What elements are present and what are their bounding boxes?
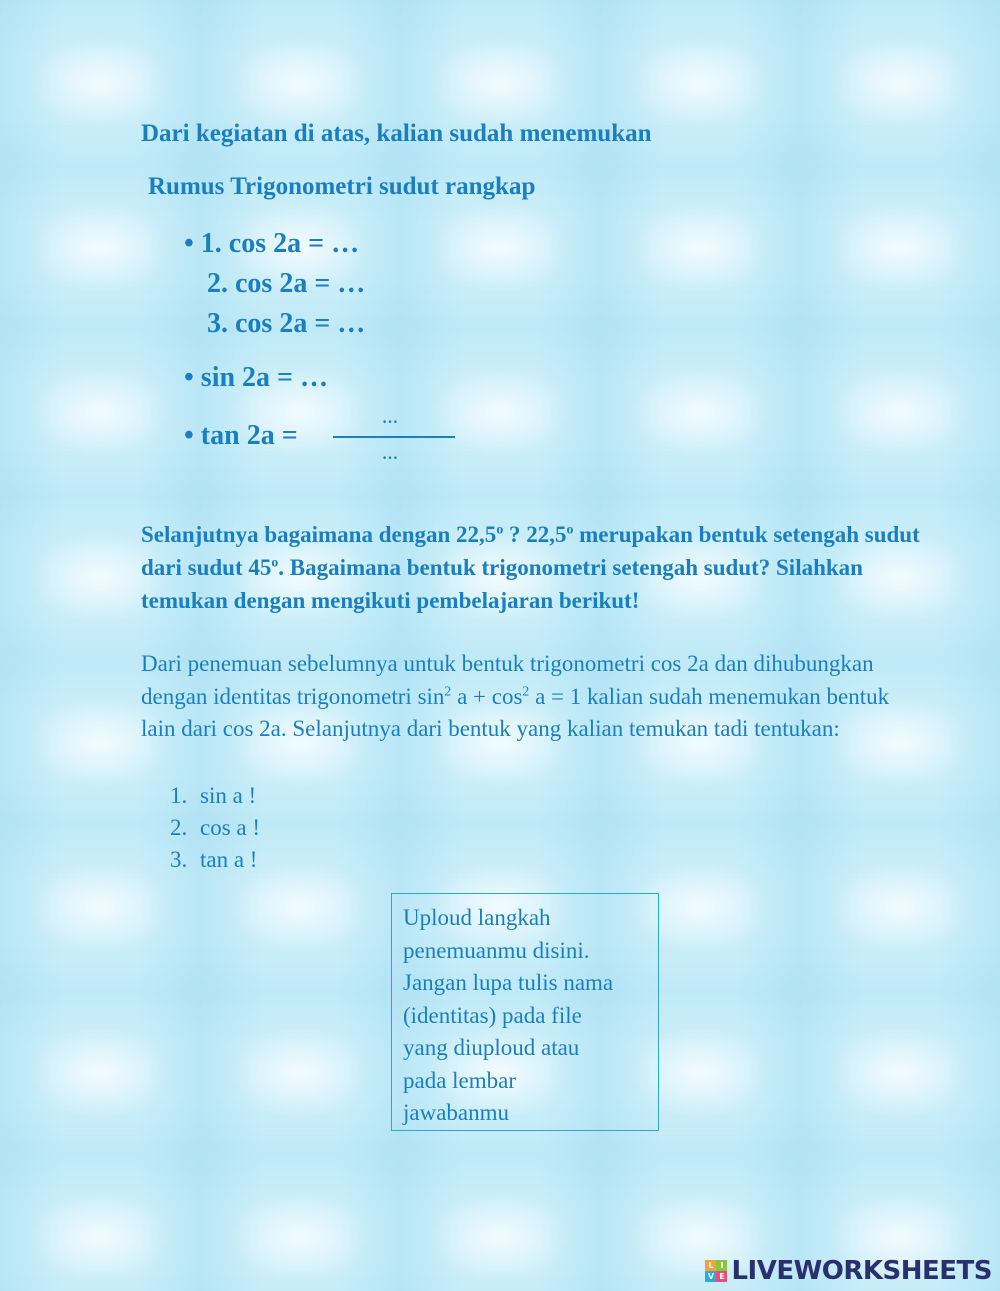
formula-tan: • tan 2a = xyxy=(184,420,298,451)
formula-cos-3: 3. cos 2a = … xyxy=(207,308,366,339)
paragraph-text: Selanjutnya bagaimana dengan 22,5 xyxy=(141,522,497,547)
exponent: 2 xyxy=(444,682,452,698)
instruction-paragraph xyxy=(141,648,921,746)
list-item xyxy=(170,812,260,844)
formula-section-title: Rumus Trigonometri sudut rangkap xyxy=(148,173,536,200)
formula-cos-1: • 1. cos 2a = … xyxy=(184,228,360,259)
paragraph-text: merupakan bentuk setengah sudut dari sudut 45 xyxy=(141,522,920,580)
degree-mark: o xyxy=(271,554,279,570)
degree-mark: o xyxy=(496,521,504,537)
paragraph-text: Dari penemuan sebelumnya untuk bentuk trigonometri cos 2a dan dihubungkan dengan identitas trigonometri sin xyxy=(141,651,874,709)
list-number: 1. xyxy=(170,783,188,808)
upload-box-line: pada lembar xyxy=(403,1067,517,1093)
list-text: cos a ! xyxy=(200,815,261,840)
paragraph-text: a = 1 kalian sudah menemukan bentuk lain dari cos 2a. Selanjutnya dari bentuk yang kalian temukan tadi tentukan: xyxy=(141,683,890,741)
list-item xyxy=(170,844,260,876)
upload-box-line: Jangan lupa tulis nama xyxy=(403,970,614,995)
list-text: sin a ! xyxy=(200,783,257,808)
task-list xyxy=(170,780,260,876)
paragraph-text: ? 22,5 xyxy=(503,522,567,547)
list-number: 3. xyxy=(170,847,188,872)
list-number: 2. xyxy=(170,815,188,840)
list-text: tan a ! xyxy=(200,847,258,872)
paragraph-text: a + cos xyxy=(451,683,523,709)
logo-icon-tile: V xyxy=(705,1271,716,1282)
upload-box-line: yang diuploud atau xyxy=(403,1035,580,1060)
upload-box-line: penemuanmu disini. xyxy=(403,937,590,963)
liveworksheets-logo xyxy=(705,1254,992,1288)
upload-box-line: (identitas) pada file xyxy=(403,1002,582,1028)
upload-box-line: jawabanmu xyxy=(403,1100,510,1125)
intro-heading: Dari kegiatan di atas, kalian sudah menemukan xyxy=(141,120,652,147)
fraction-bar xyxy=(333,436,455,438)
logo-icon-tile: I xyxy=(716,1260,727,1271)
exponent: 2 xyxy=(522,682,530,698)
formula-sin: • sin 2a = … xyxy=(184,362,329,393)
tan-denominator: … xyxy=(382,446,398,463)
logo-icon-tile: L xyxy=(705,1260,716,1271)
list-item xyxy=(170,780,260,812)
upload-box[interactable] xyxy=(391,893,659,1131)
degree-mark: o xyxy=(566,521,574,537)
upload-box-line: Uploud langkah xyxy=(403,905,551,930)
logo-icon-tile: E xyxy=(716,1271,727,1282)
logo-text: LIVEWORKSHEETS xyxy=(731,1256,992,1286)
logo-icon xyxy=(705,1260,727,1282)
tan-numerator: … xyxy=(382,410,398,427)
formula-cos-2: 2. cos 2a = … xyxy=(207,268,366,299)
paragraph-text: . Bagaimana bentuk trigonometri setengah sudut? Silahkan temukan dengan mengikuti pembelajaran berikut! xyxy=(141,555,863,613)
half-angle-intro-paragraph xyxy=(141,518,921,617)
